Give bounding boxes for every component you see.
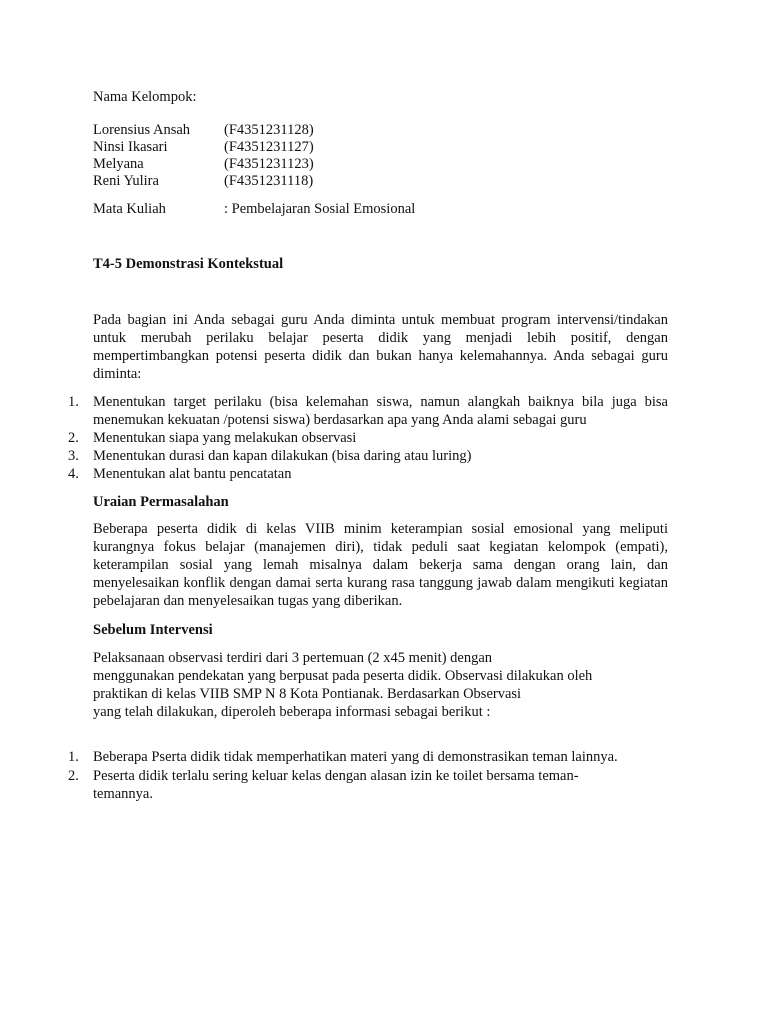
- task-number: 3.: [68, 448, 79, 464]
- member-id: (F4351231127): [224, 139, 314, 155]
- task-text: Menentukan target perilaku (bisa kelemahan siswa, namun alangkah baiknya bila juga bisa menemukan kekuatan /potensi siswa) berdasarkan apa yang Anda alami sebagai guru: [93, 394, 668, 428]
- finding-number: 1.: [68, 749, 79, 765]
- member-name: Ninsi Ikasari: [93, 139, 168, 155]
- problem-paragraph: Beberapa peserta didik di kelas VIIB minim keterampian sosial emosional yang meliputi kurangnya fokus belajar (manajemen diri), tidak peduli saat kegiatan kelompok (empati), keterampilan sosial yang lemah misalnya dalam bekerja sama dengan orang lain, dan menyelesaikan konflik dengan damai serta kurang rasa tanggung jawab dalam mengikuti kegiatan pebelajaran dan menyelesaikan tugas yang diberikan.: [93, 521, 668, 609]
- task-number: 2.: [68, 430, 79, 446]
- member-name: Melyana: [93, 156, 144, 172]
- task-number: 1.: [68, 394, 79, 410]
- member-id: (F4351231118): [224, 173, 314, 189]
- intro-paragraph: Pada bagian ini Anda sebagai guru Anda diminta untuk membuat program intervensi/tindakan untuk merubah perilaku belajar peserta didik yang menjadi lebih positif, dengan mempertimbangkan potensi peserta didik dan bukan hanya kelemahannya. Anda sebagai guru diminta:: [93, 312, 668, 382]
- course-label: Mata Kuliah: [93, 201, 166, 217]
- before-line: Pelaksanaan observasi terdiri dari 3 pertemuan (2 x45 menit) dengan: [93, 650, 493, 666]
- member-id: (F4351231128): [224, 122, 314, 138]
- section-title: T4-5 Demonstrasi Kontekstual: [93, 256, 284, 272]
- member-name: Lorensius Ansah: [93, 122, 191, 138]
- task-text: Menentukan durasi dan kapan dilakukan (bisa daring atau luring): [93, 448, 472, 464]
- course-value: : Pembelajaran Sosial Emosional: [224, 201, 416, 217]
- before-heading: Sebelum Intervensi: [93, 622, 213, 638]
- task-text: Menentukan alat bantu pencatatan: [93, 466, 292, 482]
- task-text: Menentukan siapa yang melakukan observasi: [93, 430, 357, 446]
- finding-number: 2.: [68, 768, 79, 784]
- finding-text: Beberapa Pserta didik tidak memperhatikan materi yang di demonstrasikan teman lainnya.: [93, 749, 618, 765]
- before-line: praktikan di kelas VIIB SMP N 8 Kota Pontianak. Berdasarkan Observasi: [93, 686, 522, 702]
- member-name: Reni Yulira: [93, 173, 159, 189]
- finding-text: temannya.: [93, 786, 153, 802]
- finding-text: Peserta didik terlalu sering keluar kelas dengan alasan izin ke toilet bersama teman-: [93, 768, 579, 784]
- before-line: yang telah dilakukan, diperoleh beberapa informasi sebagai berikut :: [93, 704, 491, 720]
- member-id: (F4351231123): [224, 156, 314, 172]
- group-label: Nama Kelompok:: [93, 89, 197, 105]
- before-line: menggunakan pendekatan yang berpusat pada peserta didik. Observasi dilakukan oleh: [93, 668, 593, 684]
- problem-heading: Uraian Permasalahan: [93, 494, 229, 510]
- task-number: 4.: [68, 466, 79, 482]
